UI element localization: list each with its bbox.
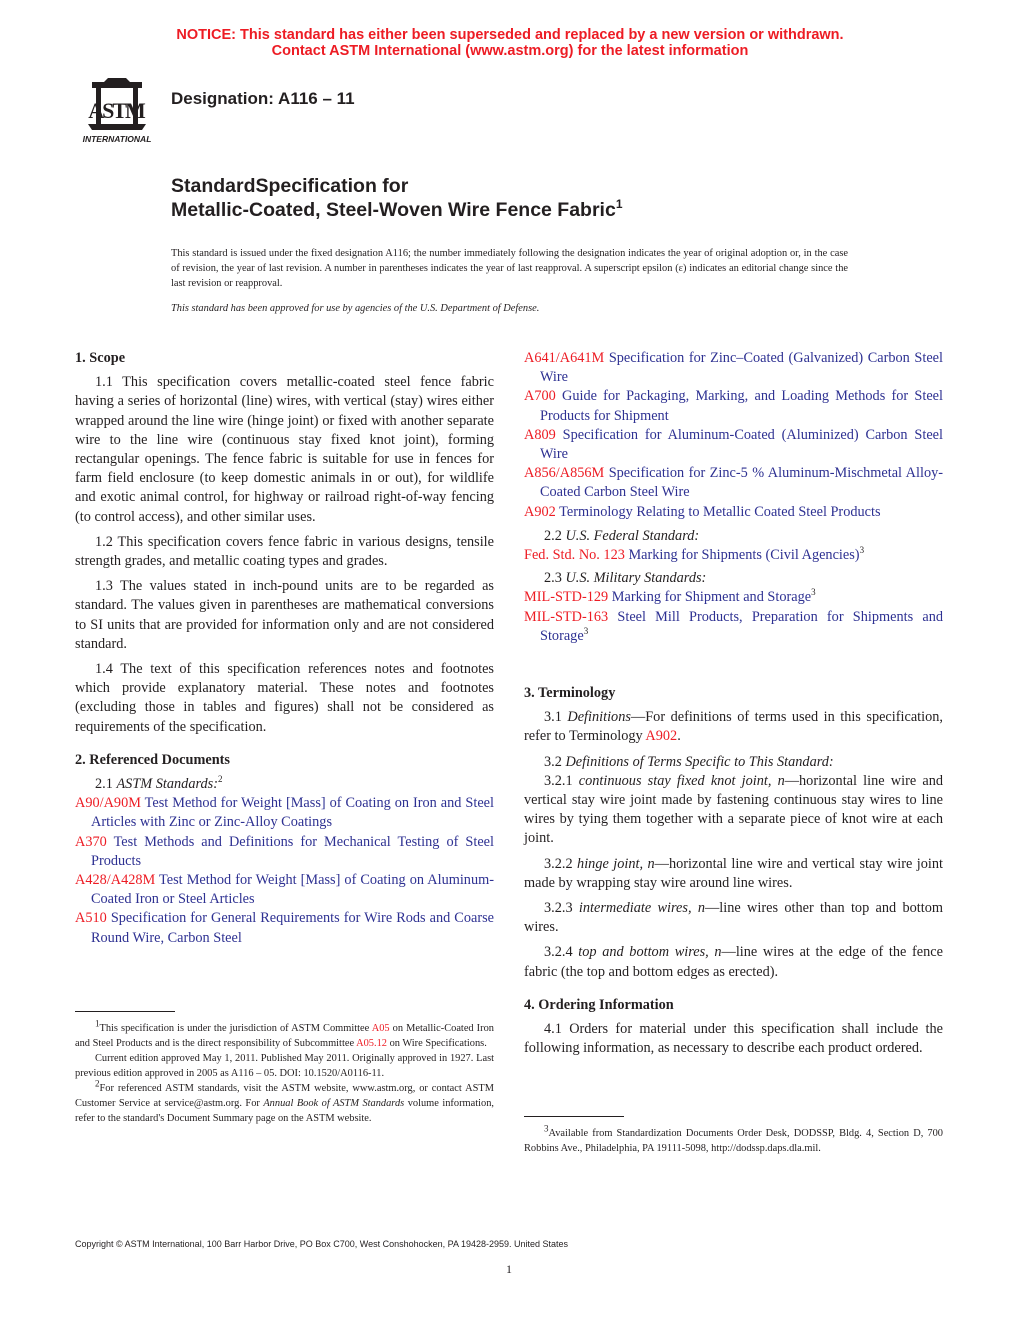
definition-3-2-3: 3.2.3 intermediate wires, n—line wires other than top and bottom wires. [524,900,944,936]
section-1-heading: 1. Scope [75,350,126,366]
ref-a370[interactable]: A370 Test Methods and Definitions for Mechanical Testing of Steel Products [75,833,494,869]
ref-mil-std-129[interactable]: MIL-STD-129 Marking for Shipment and Storage$^3$ [524,587,816,606]
ref-a902[interactable]: A902 Terminology Relating to Metallic Coated Steel Products [524,503,881,520]
title-line2: Metallic-Coated, Steel-Woven Wire Fence Fabric$^1$ [171,197,623,221]
withdrawal-notice-line1: NOTICE: This standard has either been superseded and replaced by a new version or withdrawn. [176,27,844,43]
paragraph-3-2: 3.2 Definitions of Terms Specific to This Standard: [544,753,834,770]
footnotes-left [75,1018,494,1126]
footnote-1: $^1$This specification is under the jurisdiction of ASTM Committee A05 on Metallic-Coated Iron and Steel Products and is the direct responsibility of Subcommittee A05.12 on Wire Specifications. [75,1018,494,1049]
ref-a641[interactable]: A641/A641M Specification for Zinc–Coated (Galvanized) Carbon Steel Wire [524,350,944,386]
page-number: 1 [506,1262,512,1276]
ref-fed-std-123[interactable]: Fed. Std. No. 123 Marking for Shipments (Civil Agencies)$^3$ [524,545,865,564]
ref-a856[interactable]: A856/A856M Specification for Zinc-5 % Aluminum-Mischmetal Alloy-Coated Carbon Steel Wire [524,465,944,501]
ref-a428[interactable]: A428/A428M Test Method for Weight [Mass] of Coating on Aluminum-Coated Iron or Steel Articles [75,872,494,908]
ref-a90[interactable]: A90/A90M Test Method for Weight [Mass] of Coating on Iron and Steel Articles with Zinc or Zinc-Alloy Coatings [75,795,494,831]
issuance-note: This standard is issued under the fixed designation A116; the number immediately following the designation indicates the year of original adoption or, in the case of revision, the year of last revision. A number in parentheses indicates the year of last reapproval. A superscript epsilon (ε) indicates an editorial change since the last revision or reapproval. [171,248,848,289]
ref-a510[interactable]: A510 Specification for General Requirements for Wire Rods and Coarse Round Wire, Carbon Steel [75,910,495,946]
right-column-sections [524,684,943,1064]
dod-approval-note: This standard has been approved for use by agencies of the U.S. Department of Defense. [171,303,540,314]
footnote-3: $^3$Available from Standardization Documents Order Desk, DODSSP, Bldg. 4, Section D, 700 Robbins Ave., Philadelphia, PA 19111-5098, http://dodssp.daps.dla.mil. [524,1123,943,1154]
federal-standard-label: 2.2 U.S. Federal Standard: [544,527,700,544]
logo-subtext: INTERNATIONAL [82,134,152,144]
section-3-heading: 3. Terminology [524,685,616,701]
footnote-rule-right [524,1116,624,1117]
footnote-rule-left [75,1011,175,1012]
paragraph-1-2: 1.2 This specification covers fence fabric in various designs, tensile strength grades, and metallic coating types and grades. [75,533,494,570]
definition-3-2-2: 3.2.2 hinge joint, n—horizontal line wire and vertical stay wire joint made by wrapping stay wire around line wires. [524,855,943,891]
section-4-heading: 4. Ordering Information [524,996,674,1013]
ref-mil-std-163[interactable]: MIL-STD-163 Steel Mill Products, Preparation for Shipments and Storage$^3$ [524,608,943,644]
left-column [75,349,494,948]
paragraph-4-1: 4.1 Orders for material under this specification shall include the following information, as necessary to describe each product ordered. [524,1021,943,1057]
logo-letters: ASTM [88,98,146,123]
definition-3-2-1: 3.2.1 continuous stay fixed knot joint, n—horizontal line wire and vertical stay wire joint made by fastening continuous stay wires to line wires by tying them together with a separate piece of knot wire at each joint. [524,772,943,847]
copyright-footer: Copyright © ASTM International, 100 Barr Harbor Drive, PO Box C700, West Conshohocken, PA 19428-2959. United States [75,1239,569,1249]
designation: Designation: A116 – 11 [171,89,355,108]
definition-3-2-4: 3.2.4 top and bottom wires, n—line wires at the edge of the fence fabric (the top and bottom edges as erected). [524,944,943,980]
footnotes-right [524,1123,943,1156]
paragraph-1-4: 1.4 The text of this specification references notes and footnotes which provide explanatory material. These notes and footnotes (excluding those in tables and figures) shall not be considered as requirements of the specification. [75,661,494,735]
paragraph-1-3: 1.3 The values stated in inch-pound units are to be regarded as standard. The values given in parentheses are mathematical conversions to SI units that are provided for information only and are not considered standard. [75,578,494,652]
footnote-1-edition: Current edition approved May 1, 2011. Published May 2011. Originally approved in 1927. Last previous edition approved in 2005 as A116 – 05. DOI: 10.1520/A0116-11. [75,1053,494,1079]
title-line1: StandardSpecification for [171,175,409,197]
astm-logo-icon [74,74,160,144]
title-footnote-mark: 1 [615,197,623,211]
right-column-references [524,349,943,646]
ref-a809[interactable]: A809 Specification for Aluminum-Coated (Aluminized) Carbon Steel Wire [524,426,944,463]
paragraph-1-1: 1.1 This specification covers metallic-coated steel fence fabric having a series of horizontal (line) wires, with vertical (stay) wires either wrapped around the line wire (hinge joint) or fixed with another separate wire to the line wire (continuous stay fixed knot joint), forming rectangular openings. The fence fabric is suitable for use in fences for farm field enclosure (to keep domestic animals in or out), for wildlife and exotic animal control, for highway or railroad right-of-way fencing (to control access), and other similar uses. [75,374,494,525]
astm-standards-label: 2.1 ASTM Standards:$^2$ [95,774,223,793]
link-a902[interactable]: A902 [645,728,678,745]
ref-a700[interactable]: A700 Guide for Packaging, Marking, and Loading Methods for Steel Products for Shipment [524,388,943,424]
footnote-2: $^2$For referenced ASTM standards, visit the ASTM website, www.astm.org, or contact ASTM Customer Service at service@astm.org. For Annual Book of ASTM Standards volume information, refer to the standard's Document Summary page on the ASTM website. [75,1078,494,1124]
paragraph-3-1: 3.1 Definitions—For definitions of terms used in this specification, refer to Terminology A902. [524,709,943,745]
withdrawal-notice-line2: Contact ASTM International (www.astm.org) for the latest information [271,43,749,59]
military-standards-label: 2.3 U.S. Military Standards: [544,570,707,587]
section-2-heading: 2. Referenced Documents [75,751,230,768]
